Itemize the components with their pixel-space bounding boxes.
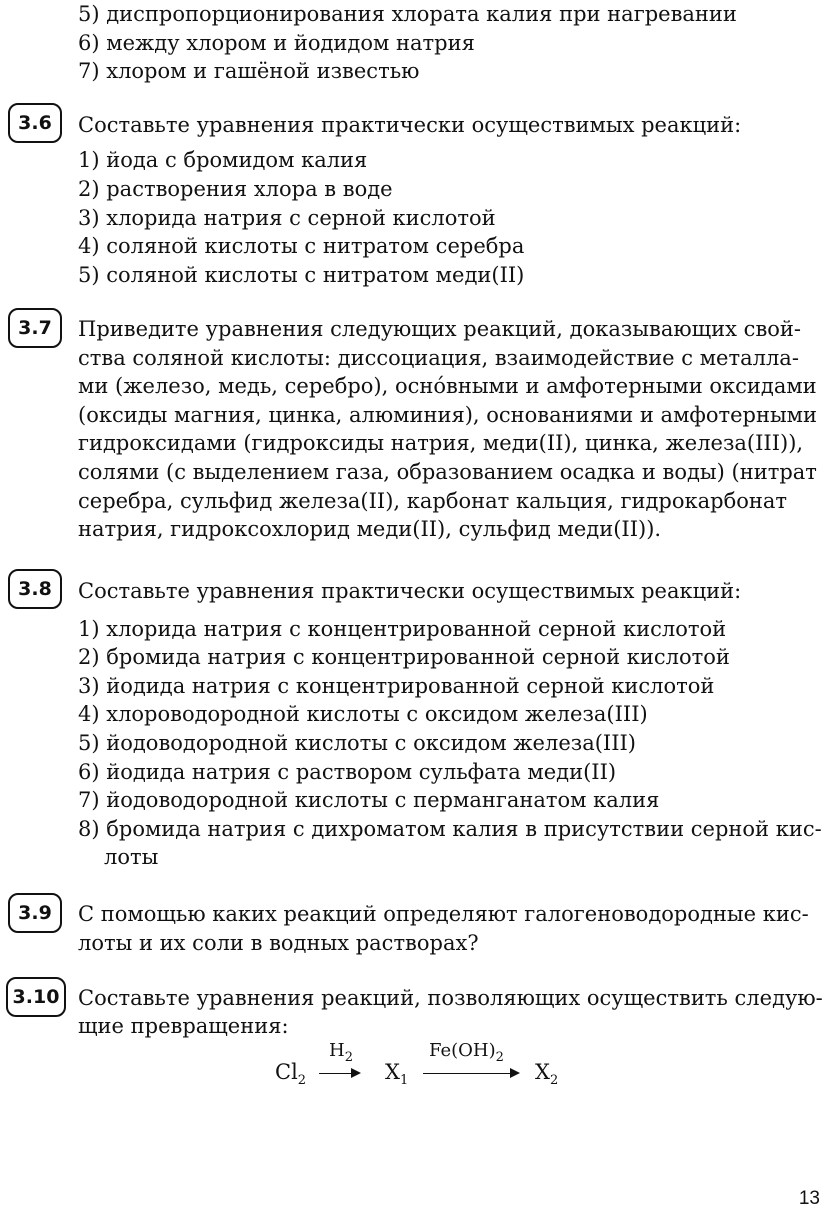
scheme-mid: $X_1$ [385, 1060, 409, 1088]
arrow2-line [423, 1073, 511, 1074]
list-item: 1) йода с бромидом калия [78, 148, 368, 172]
scheme-end: $X_2$ [535, 1060, 559, 1088]
task-text-line: Приведите уравнения следующих реакций, доказывающих свой- [78, 317, 802, 341]
list-item: 7) хлором и гашёной известью [78, 59, 420, 83]
task-text: Составьте уравнения практически осуществимых реакций: [78, 113, 742, 137]
task-number-badge: 3.6 [8, 103, 62, 143]
list-item: 3) хлорида натрия с серной кислотой [78, 206, 496, 230]
task-number-badge: 3.9 [8, 893, 62, 933]
arrow1-reagent: $H_2$ [329, 1040, 353, 1065]
list-item: 5) соляной кислоты с нитратом меди(II) [78, 263, 525, 287]
task-text-line: щие превращения: [78, 1014, 289, 1038]
task-text-line: лоты и их соли в водных растворах? [78, 931, 479, 955]
scheme-start: $Cl_2$ [275, 1060, 307, 1088]
task-number-badge: 3.7 [8, 308, 62, 348]
arrow2-reagent: $Fe(OH)_2$ [429, 1040, 504, 1065]
arrow1-line [319, 1073, 353, 1074]
task-text-line: Составьте уравнения реакций, позволяющих осуществить следую- [78, 986, 823, 1010]
list-item: 7) йодоводородной кислоты с перманганатом калия [78, 788, 660, 812]
list-item: 1) хлорида натрия с концентрированной серной кислотой [78, 617, 727, 641]
list-item-continuation: лоты [104, 845, 159, 869]
task-text-line: ми (железо, медь, серебро), оснóвными и амфотерными оксидами [78, 374, 817, 398]
list-item: 4) хлороводородной кислоты с оксидом железа(III) [78, 702, 648, 726]
arrow1-head [351, 1068, 361, 1078]
list-item: 6) между хлором и йодидом натрия [78, 31, 475, 55]
task-text: Составьте уравнения практически осуществимых реакций: [78, 579, 742, 603]
list-item: 4) соляной кислоты с нитратом серебра [78, 234, 525, 258]
list-item: 5) диспропорционирования хлората калия при нагревании [78, 2, 737, 26]
list-item: 2) растворения хлора в воде [78, 177, 393, 201]
task-text-line: гидроксидами (гидроксиды натрия, меди(II), цинка, железа(III)), [78, 431, 804, 455]
task-text-line: серебра, сульфид железа(II), карбонат кальция, гидрокарбонат [78, 489, 787, 513]
task-number-badge: 3.10 [6, 977, 66, 1017]
list-item: 2) бромида натрия с концентрированной серной кислотой [78, 645, 730, 669]
page-number: 13 [798, 1188, 820, 1209]
reaction-scheme [275, 1040, 595, 1100]
list-item: 8) бромида натрия с дихроматом калия в присутствии серной кис- [78, 817, 822, 841]
task-text-line: ства соляной кислоты: диссоциация, взаимодействие с металла- [78, 346, 799, 370]
arrow2-head [510, 1068, 520, 1078]
task-text-line: С помощью каких реакций определяют галогеноводородные кис- [78, 902, 809, 926]
list-item: 3) йодида натрия с концентрированной серной кислотой [78, 674, 715, 698]
list-item: 6) йодида натрия с раствором сульфата меди(II) [78, 760, 617, 784]
task-text-line: солями (с выделением газа, образованием осадка и воды) (нитрат [78, 460, 817, 484]
task-text-line: (оксиды магния, цинка, алюминия), основаниями и амфотерными [78, 403, 818, 427]
task-number-badge: 3.8 [8, 569, 62, 609]
list-item: 5) йодоводородной кислоты с оксидом железа(III) [78, 731, 636, 755]
task-text-line: натрия, гидроксохлорид меди(II), сульфид меди(II)). [78, 517, 662, 541]
